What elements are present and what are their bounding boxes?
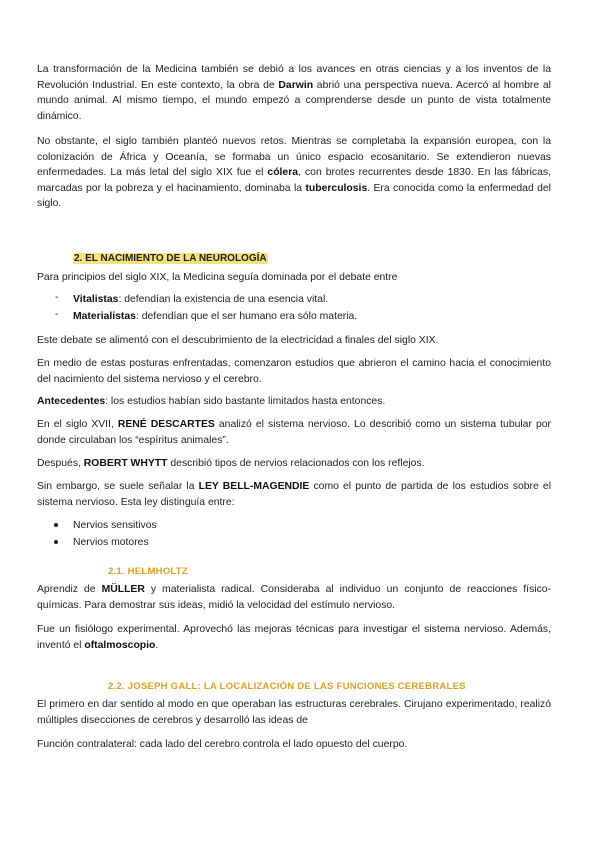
text: . xyxy=(155,639,159,651)
bold-name: RENÉ DESCARTES xyxy=(117,419,215,430)
bold-name: ROBERT WHYTT xyxy=(83,458,168,469)
text: Después, xyxy=(37,458,84,469)
paragraph-debate: Para principios del siglo XIX, la Medicina seguía dominada por el debate entre xyxy=(37,272,398,283)
text: , con brotes recurrentes desde 1830. En las fábricas, marcadas por la pobreza y el hacinamiento, dominaba la xyxy=(37,167,551,194)
paragraph-gall: El primero en dar sentido al modo en que operaban las estructuras cerebrales. Cirujano experimentado, realizó múltiples disecciones de cerebros y desarrolló las ideas de xyxy=(37,699,551,726)
subsection-heading: 2.2. JOSEPH GALL: LA LOCALIZACIÓN DE LAS FUNCIONES CEREBRALES xyxy=(108,681,466,692)
paragraph-new-challenges xyxy=(37,134,551,212)
bold-term: Darwin xyxy=(278,79,314,91)
subsection-heading: 2.1. HELMHOLTZ xyxy=(108,566,188,577)
list-item: Nervios sensitivos xyxy=(73,520,157,531)
text: La transformación de la Medicina también se debió a los avances en otras ciencias y a los inventos de la Revolución Industrial. En este contexto, la obra de xyxy=(37,64,551,91)
list-dash: - xyxy=(55,292,59,303)
text: y materialista radical. Consideraba al individuo un conjunto de reacciones físico-químicas. Para demostrar sus ideas, midió la velocidad del estímulo nervioso. xyxy=(37,584,552,611)
text: : defendían la existencia de una esencia vital. xyxy=(118,294,329,305)
paragraph-electricity: Este debate se alimentó con el descubrimiento de la electricidad a finales del siglo XIX. xyxy=(37,335,439,346)
text: : defendían que el ser humano era sólo materia. xyxy=(135,311,358,322)
text: Sin embargo, se suele señalar la xyxy=(37,481,199,492)
text: : los estudios habían sido bastante limitados hasta entonces. xyxy=(105,396,386,407)
list-item xyxy=(73,309,357,325)
section-title-highlight: 2. EL NACIMIENTO DE LA NEUROLOGÍA xyxy=(74,253,267,264)
text: Fue un fisiólogo experimental. Aprovechó las mejoras técnicas para investigar el sistema nervioso. Además, inventó el xyxy=(37,624,551,651)
bold-term: tuberculosis xyxy=(305,182,368,194)
list-dash: - xyxy=(55,309,59,320)
bold-term: Antecedentes xyxy=(37,396,106,407)
text: . Era conocida como la enfermedad del siglo. xyxy=(37,182,551,210)
bold-name: LEY BELL-MAGENDIE xyxy=(198,481,310,492)
section-heading xyxy=(73,253,268,264)
bold-term: cólera xyxy=(267,167,299,179)
paragraph-antecedents xyxy=(37,394,551,410)
text: abrió una perspectiva nueva. Acercó al hombre al mundo animal. Al mismo tiempo, el mundo empezó a comprenderse desde un punto de vista totalmente dinámico. xyxy=(37,79,551,122)
paragraph-muller xyxy=(37,582,551,613)
text: No obstante, el siglo también planteó nuevos retos. Mientras se completaba la expansión europea, con la colonización de África y Oceanía, se formaba un único espacio ecosanitario. Se extendieron nuevas enfermedades. La más letal del siglo XIX fue el xyxy=(37,136,551,179)
bold-name: MÜLLER xyxy=(101,584,145,595)
paragraph-bell-magendie xyxy=(37,479,551,510)
text: describió tipos de nervios relacionados con los reflejos. xyxy=(167,458,425,469)
paragraph-descartes xyxy=(37,417,551,448)
bold-term: oftalmoscopio xyxy=(84,639,156,651)
bold-term: Vitalistas xyxy=(73,294,119,305)
text: analizó el sistema nervioso. Lo describió como un sistema tubular por donde circulaban los “espíritus animales”. xyxy=(37,419,551,446)
paragraph-contralateral: Función contralateral: cada lado del cerebro controla el lado opuesto del cuerpo. xyxy=(37,739,408,750)
paragraph-studies: En medio de estas posturas enfrentadas, comenzaron estudios que abrieron el camino hacia el conocimiento del nacimiento del sistema nervioso y el cerebro. xyxy=(37,358,551,385)
bold-term: Materialistas xyxy=(73,311,136,322)
paragraph-darwin xyxy=(37,62,551,124)
text: En el siglo XVII, xyxy=(37,419,118,430)
bullet-icon xyxy=(52,535,60,543)
paragraph-ophthalmoscope xyxy=(37,622,551,653)
bullet-icon xyxy=(52,518,60,526)
text: Aprendiz de xyxy=(37,584,102,595)
list-item: Nervios motores xyxy=(73,537,149,548)
paragraph-whytt xyxy=(37,456,551,472)
list-item xyxy=(73,292,328,308)
text: como el punto de partida de los estudios sobre el sistema nervioso. Esta ley distinguía entre: xyxy=(37,481,551,508)
